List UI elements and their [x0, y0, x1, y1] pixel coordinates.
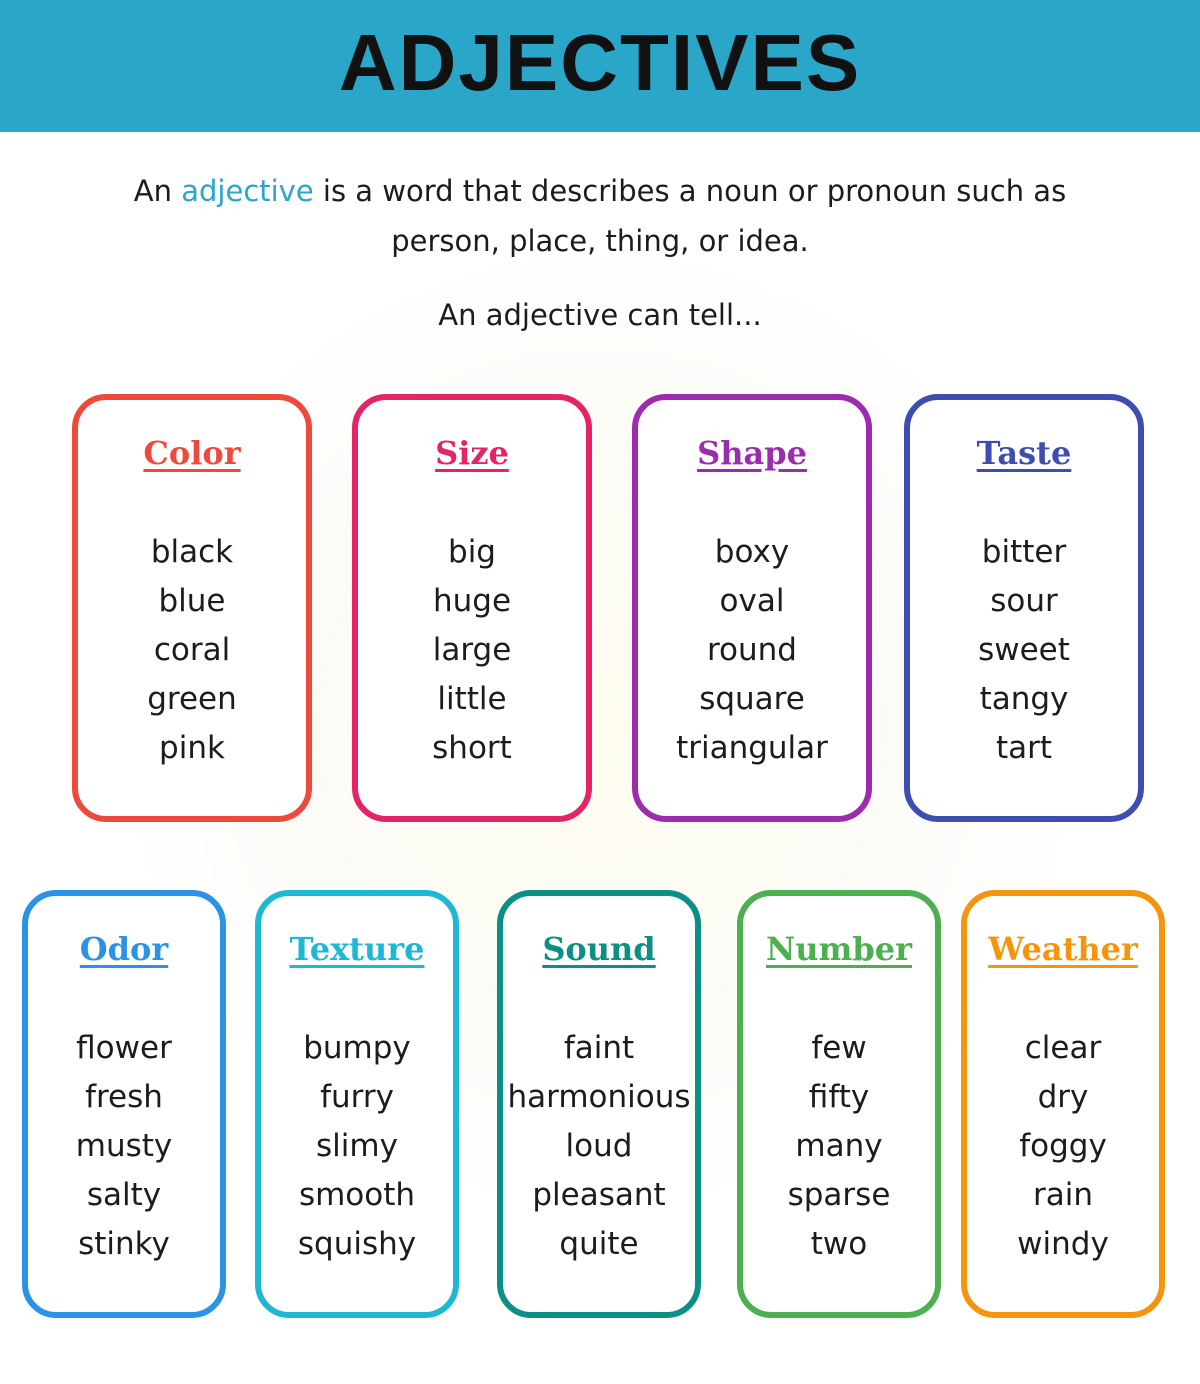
- word-list: [503, 1024, 695, 1269]
- word-item: bumpy: [303, 1030, 411, 1066]
- definition-prefix: An: [133, 174, 182, 208]
- word-item: bitter: [981, 534, 1067, 570]
- category-card-texture: [255, 890, 459, 1318]
- word-item: square: [699, 681, 805, 717]
- title-banner: [0, 0, 1200, 132]
- category-title: Shape: [697, 434, 807, 472]
- category-card-number: [737, 890, 941, 1318]
- lead-text: An adjective can tell...: [438, 298, 762, 332]
- definition-highlight: adjective: [181, 174, 314, 208]
- category-title: Weather: [988, 930, 1138, 968]
- word-list: [743, 1024, 935, 1269]
- word-item: big: [448, 534, 496, 570]
- category-title: Texture: [289, 930, 425, 968]
- word-item: fresh: [85, 1079, 163, 1115]
- word-item: foggy: [1019, 1128, 1107, 1164]
- word-item: dry: [1037, 1079, 1089, 1115]
- category-card-taste: [904, 394, 1144, 822]
- word-list: [358, 528, 586, 773]
- word-item: tangy: [979, 681, 1069, 717]
- category-card-weather: [961, 890, 1165, 1318]
- category-title: Sound: [542, 930, 656, 968]
- word-item: stinky: [78, 1226, 170, 1262]
- word-item: musty: [75, 1128, 173, 1164]
- word-item: sour: [990, 583, 1058, 619]
- word-item: coral: [153, 632, 231, 668]
- word-item: salty: [86, 1177, 162, 1213]
- word-item: quite: [559, 1226, 639, 1262]
- definition-text: [100, 166, 1100, 266]
- word-item: rain: [1032, 1177, 1093, 1213]
- word-item: smooth: [298, 1177, 416, 1213]
- category-title: Taste: [976, 434, 1072, 472]
- word-item: slimy: [316, 1128, 398, 1164]
- word-item: blue: [158, 583, 226, 619]
- word-item: harmonious: [507, 1079, 691, 1115]
- word-item: few: [811, 1030, 867, 1066]
- word-item: many: [795, 1128, 883, 1164]
- category-title: Size: [435, 434, 509, 472]
- word-item: pink: [159, 730, 225, 766]
- definition-rest: is a word that describes a noun or pronoun such as: [313, 174, 1067, 208]
- word-item: huge: [432, 583, 512, 619]
- category-card-color: [72, 394, 312, 822]
- word-item: short: [432, 730, 512, 766]
- word-list: [967, 1024, 1159, 1269]
- word-item: green: [147, 681, 237, 717]
- word-item: sparse: [787, 1177, 891, 1213]
- word-item: black: [150, 534, 234, 570]
- word-item: sweet: [978, 632, 1070, 668]
- word-item: boxy: [714, 534, 790, 570]
- word-item: furry: [320, 1079, 394, 1115]
- word-item: fifty: [808, 1079, 870, 1115]
- word-item: flower: [76, 1030, 172, 1066]
- page-title: ADJECTIVES: [338, 18, 862, 107]
- word-item: large: [432, 632, 512, 668]
- category-card-size: [352, 394, 592, 822]
- word-item: faint: [563, 1030, 635, 1066]
- category-title: Odor: [79, 930, 169, 968]
- category-title: Color: [143, 434, 241, 472]
- word-item: triangular: [676, 730, 828, 766]
- word-item: windy: [1017, 1226, 1109, 1262]
- word-item: tart: [995, 730, 1053, 766]
- word-item: oval: [719, 583, 785, 619]
- category-title: Number: [766, 930, 912, 968]
- word-item: round: [706, 632, 797, 668]
- category-card-shape: [632, 394, 872, 822]
- word-list: [28, 1024, 220, 1269]
- word-list: [261, 1024, 453, 1269]
- category-card-odor: [22, 890, 226, 1318]
- word-list: [910, 528, 1138, 773]
- definition-line-2: person, place, thing, or idea.: [391, 224, 809, 258]
- word-item: squishy: [297, 1226, 417, 1262]
- word-item: loud: [565, 1128, 633, 1164]
- word-list: [638, 528, 866, 773]
- word-item: little: [437, 681, 507, 717]
- word-list: [78, 528, 306, 773]
- word-item: two: [810, 1226, 868, 1262]
- definition-line-1: [100, 166, 1100, 216]
- category-card-sound: [497, 890, 701, 1318]
- word-item: clear: [1024, 1030, 1102, 1066]
- word-item: pleasant: [532, 1177, 666, 1213]
